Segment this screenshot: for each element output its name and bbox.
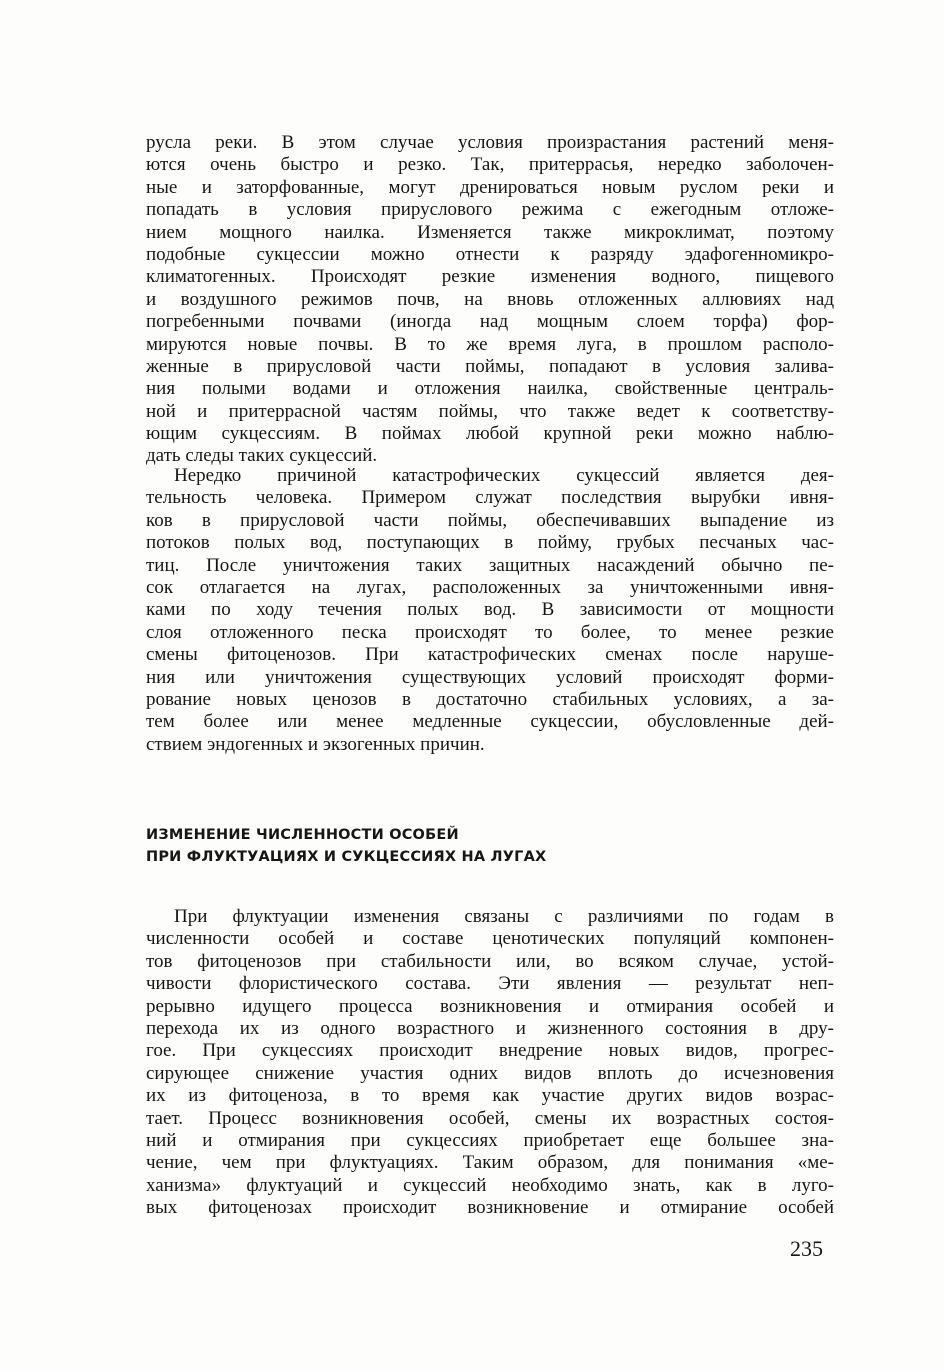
text-line: рерывно идущего процесса возникновения и отмирания особей и: [146, 995, 834, 1017]
text-line: их из фитоценоза, в то время как участие других видов возрас-: [146, 1085, 834, 1107]
text-line: ствием эндогенных и экзогенных причин.: [146, 733, 485, 755]
text-line: сок отлагается на лугах, расположенных за уничтоженными ивня-: [146, 576, 834, 598]
text-line: тем более или менее медленные сукцессии, обусловленные дей-: [146, 711, 834, 733]
text-line: тов фитоценозов при стабильности или, во всяком случае, устой-: [146, 950, 834, 972]
text-line: попадать в условия прируслового режима с ежегодным отложе-: [146, 199, 834, 221]
text-line: ков в прирусловой части поймы, обеспечивавших выпадение из: [146, 509, 834, 531]
text-line: и воздушного режимов почв, на вновь отложенных аллювиях над: [146, 288, 834, 310]
text-line: При флуктуации изменения связаны с различиями по годам в: [174, 906, 834, 927]
text-line: дать следы таких сукцессий.: [146, 445, 378, 467]
text-line: погребенными почвами (иногда над мощным слоем торфа) фор-: [146, 311, 834, 333]
text-line: ной и притеррасной частям поймы, что также ведет к соответству-: [146, 400, 834, 422]
text-line: вых фитоценозах происходит возникновение и отмирание особей: [146, 1197, 834, 1219]
text-line: ханизма» флуктуаций и сукцессий необходимо знать, как в луго-: [146, 1174, 834, 1196]
text-line: сирующее снижение участия одних видов вплоть до исчезновения: [146, 1062, 834, 1084]
section-heading: [146, 824, 834, 868]
text-line: тиц. После уничтожения таких защитных насаждений обычно пе-: [146, 554, 834, 576]
text-line: нием мощного наилка. Изменяется также микроклимат, поэтому: [146, 221, 834, 243]
text-line: русла реки. В этом случае условия произрастания растений меня-: [146, 132, 834, 153]
heading-line: ИЗМЕНЕНИЕ ЧИСЛЕННОСТИ ОСОБЕЙ: [146, 827, 459, 843]
text-line: ются очень быстро и резко. Так, притеррасья, нередко заболочен-: [146, 154, 834, 176]
text-line: смены фитоценозов. При катастрофических сменах после наруше-: [146, 644, 834, 666]
text-line: ния или уничтожения существующих условий происходят форми-: [146, 666, 834, 688]
text-line: тельность человека. Примером служат последствия вырубки ивня-: [146, 487, 834, 509]
text-line: ний и отмирания при сукцессиях приобретает еще большее зна-: [146, 1129, 834, 1151]
text-line: тает. Процесс возникновения особей, смены их возрастных состоя-: [146, 1107, 834, 1129]
page-number: 235: [790, 1236, 823, 1261]
text-line: ния полыми водами и отложения наилка, свойственные централь-: [146, 378, 834, 400]
text-line: ные и заторфованные, могут дренироваться новым руслом реки и: [146, 176, 834, 198]
text-line: чивости флористического состава. Эти явления — результат неп-: [146, 973, 834, 995]
paragraph-human-activity: [146, 465, 834, 756]
text-line: потоков полых вод, поступающих в пойму, грубых песчаных час-: [146, 532, 834, 554]
paragraph-fluctuations: [146, 906, 834, 1219]
text-line: женные в прирусловой части поймы, попадают в условия залива-: [146, 355, 834, 377]
text-line: численности особей и составе ценотических популяций компонен-: [146, 928, 834, 950]
text-line: гое. При сукцессиях происходит внедрение новых видов, прогрес-: [146, 1040, 834, 1062]
text-line: чение, чем при флуктуациях. Таким образом, для понимания «ме-: [146, 1152, 834, 1174]
text-line: перехода их из одного возрастного и жизненного состояния в дру-: [146, 1017, 834, 1039]
text-line: ющим сукцессиям. В поймах любой крупной реки можно наблю-: [146, 423, 834, 445]
text-line: ками по ходу течения полых вод. В зависимости от мощности: [146, 599, 834, 621]
heading-line: ПРИ ФЛУКТУАЦИЯХ И СУКЦЕССИЯХ НА ЛУГАХ: [146, 849, 547, 865]
text-line: мируются новые почвы. В то же время луга, в прошлом располо-: [146, 333, 834, 355]
text-line: слоя отложенного песка происходят то более, то менее резкие: [146, 621, 834, 643]
paragraph-continuation: [146, 132, 834, 468]
text-line: рование новых ценозов в достаточно стабильных условиях, а за-: [146, 688, 834, 710]
text-line: климатогенных. Происходят резкие изменения водного, пищевого: [146, 266, 834, 288]
text-line: Нередко причиной катастрофических сукцессий является дея-: [174, 465, 834, 486]
text-line: подобные сукцессии можно отнести к разряду эдафогенномикро-: [146, 243, 834, 265]
